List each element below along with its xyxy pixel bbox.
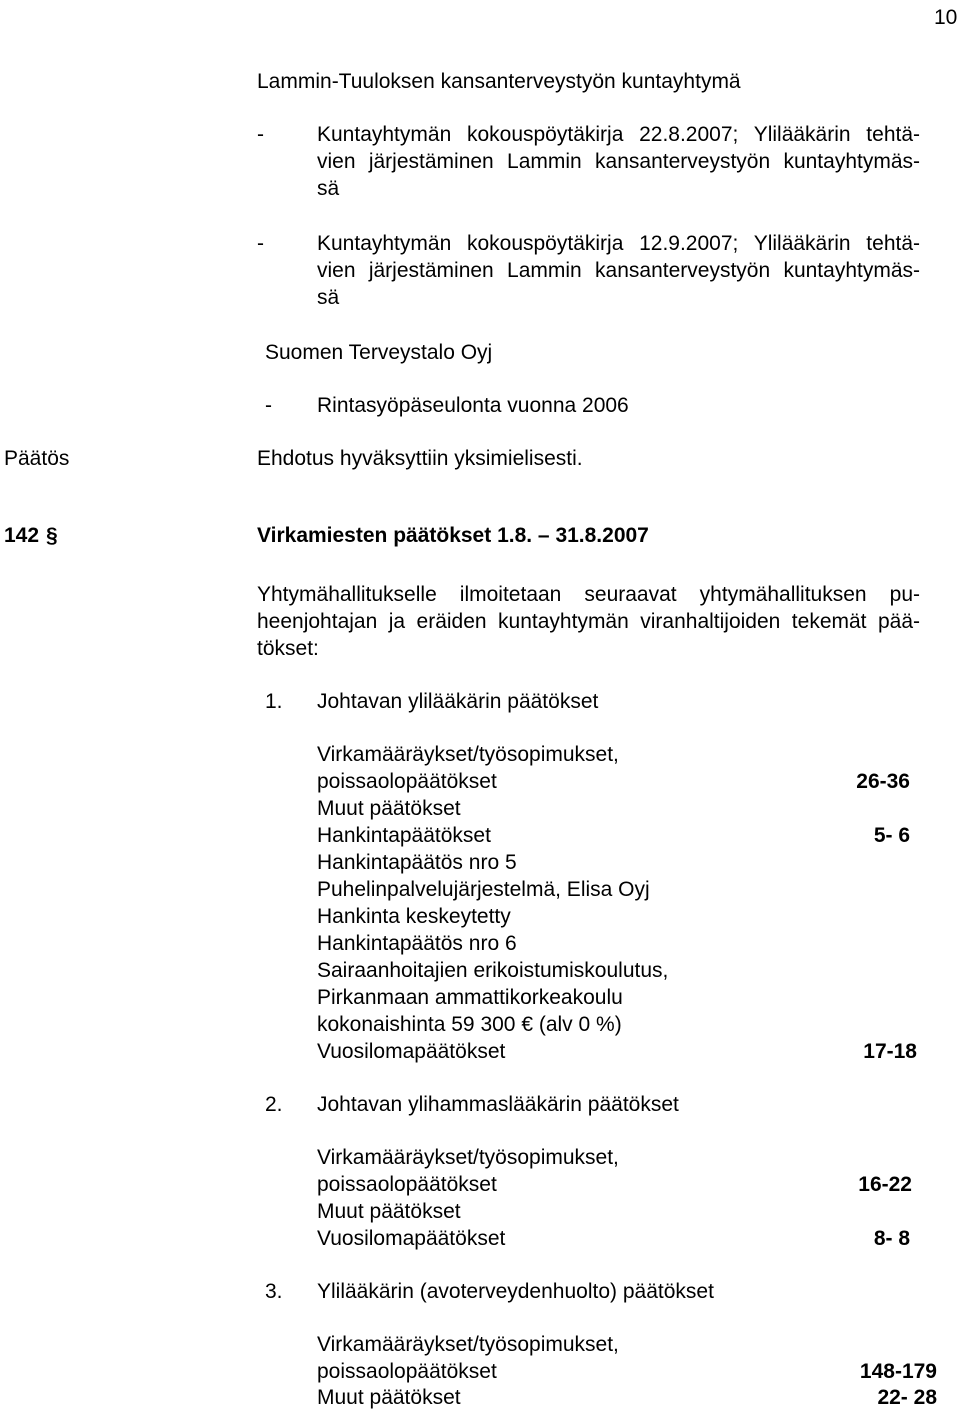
decision-label: Päätös — [4, 447, 70, 470]
page-range: 17-18 — [863, 1040, 917, 1063]
decision-line: Pirkanmaan ammattikorkeakoulu — [317, 986, 623, 1009]
decision-line: poissaolopäätökset — [317, 1173, 497, 1196]
list-item-line: Kuntayhtymän kokouspöytäkirja 22.8.2007; Ylilääkärin tehtä- — [317, 123, 920, 146]
decision-line: poissaolopäätökset — [317, 1360, 497, 1383]
page-number: 10 — [934, 6, 958, 29]
list-item-line: vien järjestäminen Lammin kansanterveystyön kuntayhtymäs- — [317, 150, 920, 173]
list-item-line: Kuntayhtymän kokouspöytäkirja 12.9.2007; Ylilääkärin tehtä- — [317, 232, 920, 255]
decision-line: Muut päätökset — [317, 797, 461, 820]
list-dash: - — [257, 232, 264, 255]
list-dash: - — [265, 394, 272, 417]
list-item-line: Rintasyöpäseulonta vuonna 2006 — [317, 394, 629, 417]
decision-line: Virkamääräykset/työsopimukset, — [317, 743, 619, 766]
decision-line: Virkamääräykset/työsopimukset, — [317, 1333, 619, 1356]
page-range: 5- 6 — [873, 824, 910, 847]
decision-line: Sairaanhoitajien erikoistumiskoulutus, — [317, 959, 669, 982]
group-title: Ylilääkärin (avoterveydenhuolto) päätökset — [317, 1280, 714, 1303]
group-title: Johtavan ylilääkärin päätökset — [317, 690, 599, 713]
group-title: Johtavan ylihammaslääkärin päätökset — [317, 1093, 679, 1116]
org-heading: Lammin-Tuuloksen kansanterveystyön kuntayhtymä — [257, 70, 741, 93]
page-range: 26-36 — [856, 770, 910, 793]
group-number: 3. — [265, 1280, 283, 1303]
list-item-line: sä — [317, 286, 340, 309]
decision-line: Hankintapäätökset — [317, 824, 491, 847]
intro-line: tökset: — [257, 637, 319, 660]
intro-line: heenjohtajan ja eräiden kuntayhtymän viranhaltijoiden tekemät pää- — [257, 610, 920, 633]
section-number: 142 — [4, 524, 40, 547]
section-symbol: § — [46, 524, 58, 547]
decision-line: Hankintapäätös nro 6 — [317, 932, 517, 955]
decision-line: kokonaishinta 59 300 € (alv 0 %) — [317, 1013, 622, 1036]
decision-line: Vuosilomapäätökset — [317, 1040, 506, 1063]
decision-line: Hankintapäätös nro 5 — [317, 851, 517, 874]
decision-line: Puhelinpalvelujärjestelmä, Elisa Oyj — [317, 878, 650, 901]
group-number: 1. — [265, 690, 283, 713]
list-item-line: sä — [317, 177, 340, 200]
decision-line: Muut päätökset — [317, 1200, 461, 1223]
page-range: 8- 8 — [873, 1227, 910, 1250]
list-item-line: vien järjestäminen Lammin kansanterveystyön kuntayhtymäs- — [317, 259, 920, 282]
decision-line: Muut päätökset — [317, 1386, 461, 1409]
decision-line: Vuosilomapäätökset — [317, 1227, 506, 1250]
page-range: 148-179 — [859, 1360, 937, 1383]
group-number: 2. — [265, 1093, 283, 1116]
decision-line: poissaolopäätökset — [317, 770, 497, 793]
page-range: 16-22 — [858, 1173, 912, 1196]
intro-line: Yhtymähallitukselle ilmoitetaan seuraavat yhtymähallituksen pu- — [257, 583, 920, 606]
org-heading-2: Suomen Terveystalo Oyj — [265, 341, 493, 364]
decision-text: Ehdotus hyväksyttiin yksimielisesti. — [257, 447, 583, 470]
decision-line: Virkamääräykset/työsopimukset, — [317, 1146, 619, 1169]
list-dash: - — [257, 123, 264, 146]
page-range: 22- 28 — [877, 1386, 937, 1409]
section-title: Virkamiesten päätökset 1.8. – 31.8.2007 — [257, 524, 649, 547]
decision-line: Hankinta keskeytetty — [317, 905, 511, 928]
